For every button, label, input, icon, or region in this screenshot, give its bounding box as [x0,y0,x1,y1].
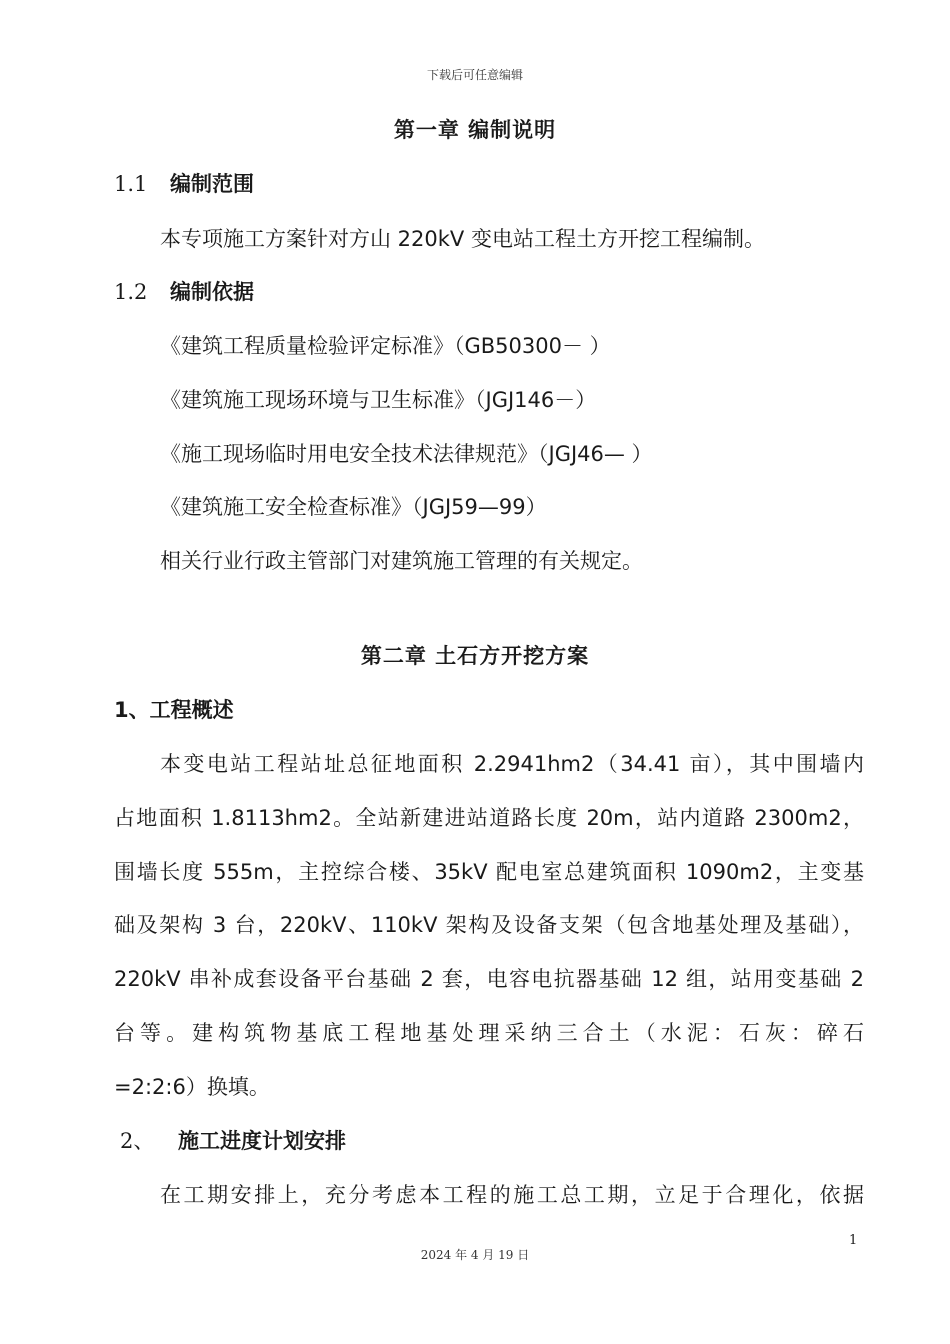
header-note: 下载后可任意编辑 [426,68,523,82]
paragraph-line: 220kV 串补成套设备平台基础 2 套，电容电抗器基础 12 组，站用变基础 2 [114,967,864,991]
section-title: 编制范围 [170,172,254,196]
page-number: 1 [849,1233,858,1248]
section-1-1-heading [114,168,254,198]
reference-item: 相关行业行政主管部门对建筑施工管理的有关规定。 [160,549,643,573]
paragraph-line: 础及架构 3 台，220kV、110kV 架构及设备支架（包含地基处理及基础）， [114,913,864,937]
paragraph-line: 台等。建构筑物基底工程地基处理采纳三合土（水泥：石灰：碎石 [114,1021,864,1045]
paragraph-line: 本变电站工程站址总征地面积 2.2941hm2（34.41 亩），其中围墙内 [160,752,864,776]
section-title: 施工进度计划安排 [178,1129,346,1153]
section-number: 1.2 [114,280,148,304]
paragraph-line: 占地面积 1.8113hm2。全站新建进站道路长度 20m，站内道路 2300m2， [114,806,864,830]
chapter-1-title: 第一章 编制说明 [393,118,557,142]
chapter-2-title: 第二章 土石方开挖方案 [360,644,590,668]
reference-item: 《建筑工程质量检验评定标准》（GB50300－ ） [160,334,611,358]
section-overview-heading: 1、工程概述 [114,698,234,722]
section-number: 2、 [120,1129,155,1153]
footer-date: 2024 年 4 月 19 日 [420,1248,530,1262]
section-1-2-heading [114,276,254,306]
reference-item: 《建筑施工安全检查标准》（JGJ59—99） [160,495,547,519]
section-title: 编制依据 [170,280,254,304]
reference-item: 《施工现场临时用电安全技术法律规范》（JGJ46— ） [160,442,653,466]
paragraph-line: 在工期安排上，充分考虑本工程的施工总工期，立足于合理化，依据 [160,1183,864,1207]
paragraph-line: 围墙长度 555m，主控综合楼、35kV 配电室总建筑面积 1090m2，主变基 [114,860,864,884]
reference-item: 《建筑施工现场环境与卫生标准》（JGJ146－） [160,388,597,412]
section-number: 1.1 [114,172,148,196]
paragraph-line: =2:2:6）换填。 [114,1075,270,1099]
paragraph-scope: 本专项施工方案针对方山 220kV 变电站工程土方开挖工程编制。 [160,227,765,251]
section-schedule-heading [120,1125,346,1155]
